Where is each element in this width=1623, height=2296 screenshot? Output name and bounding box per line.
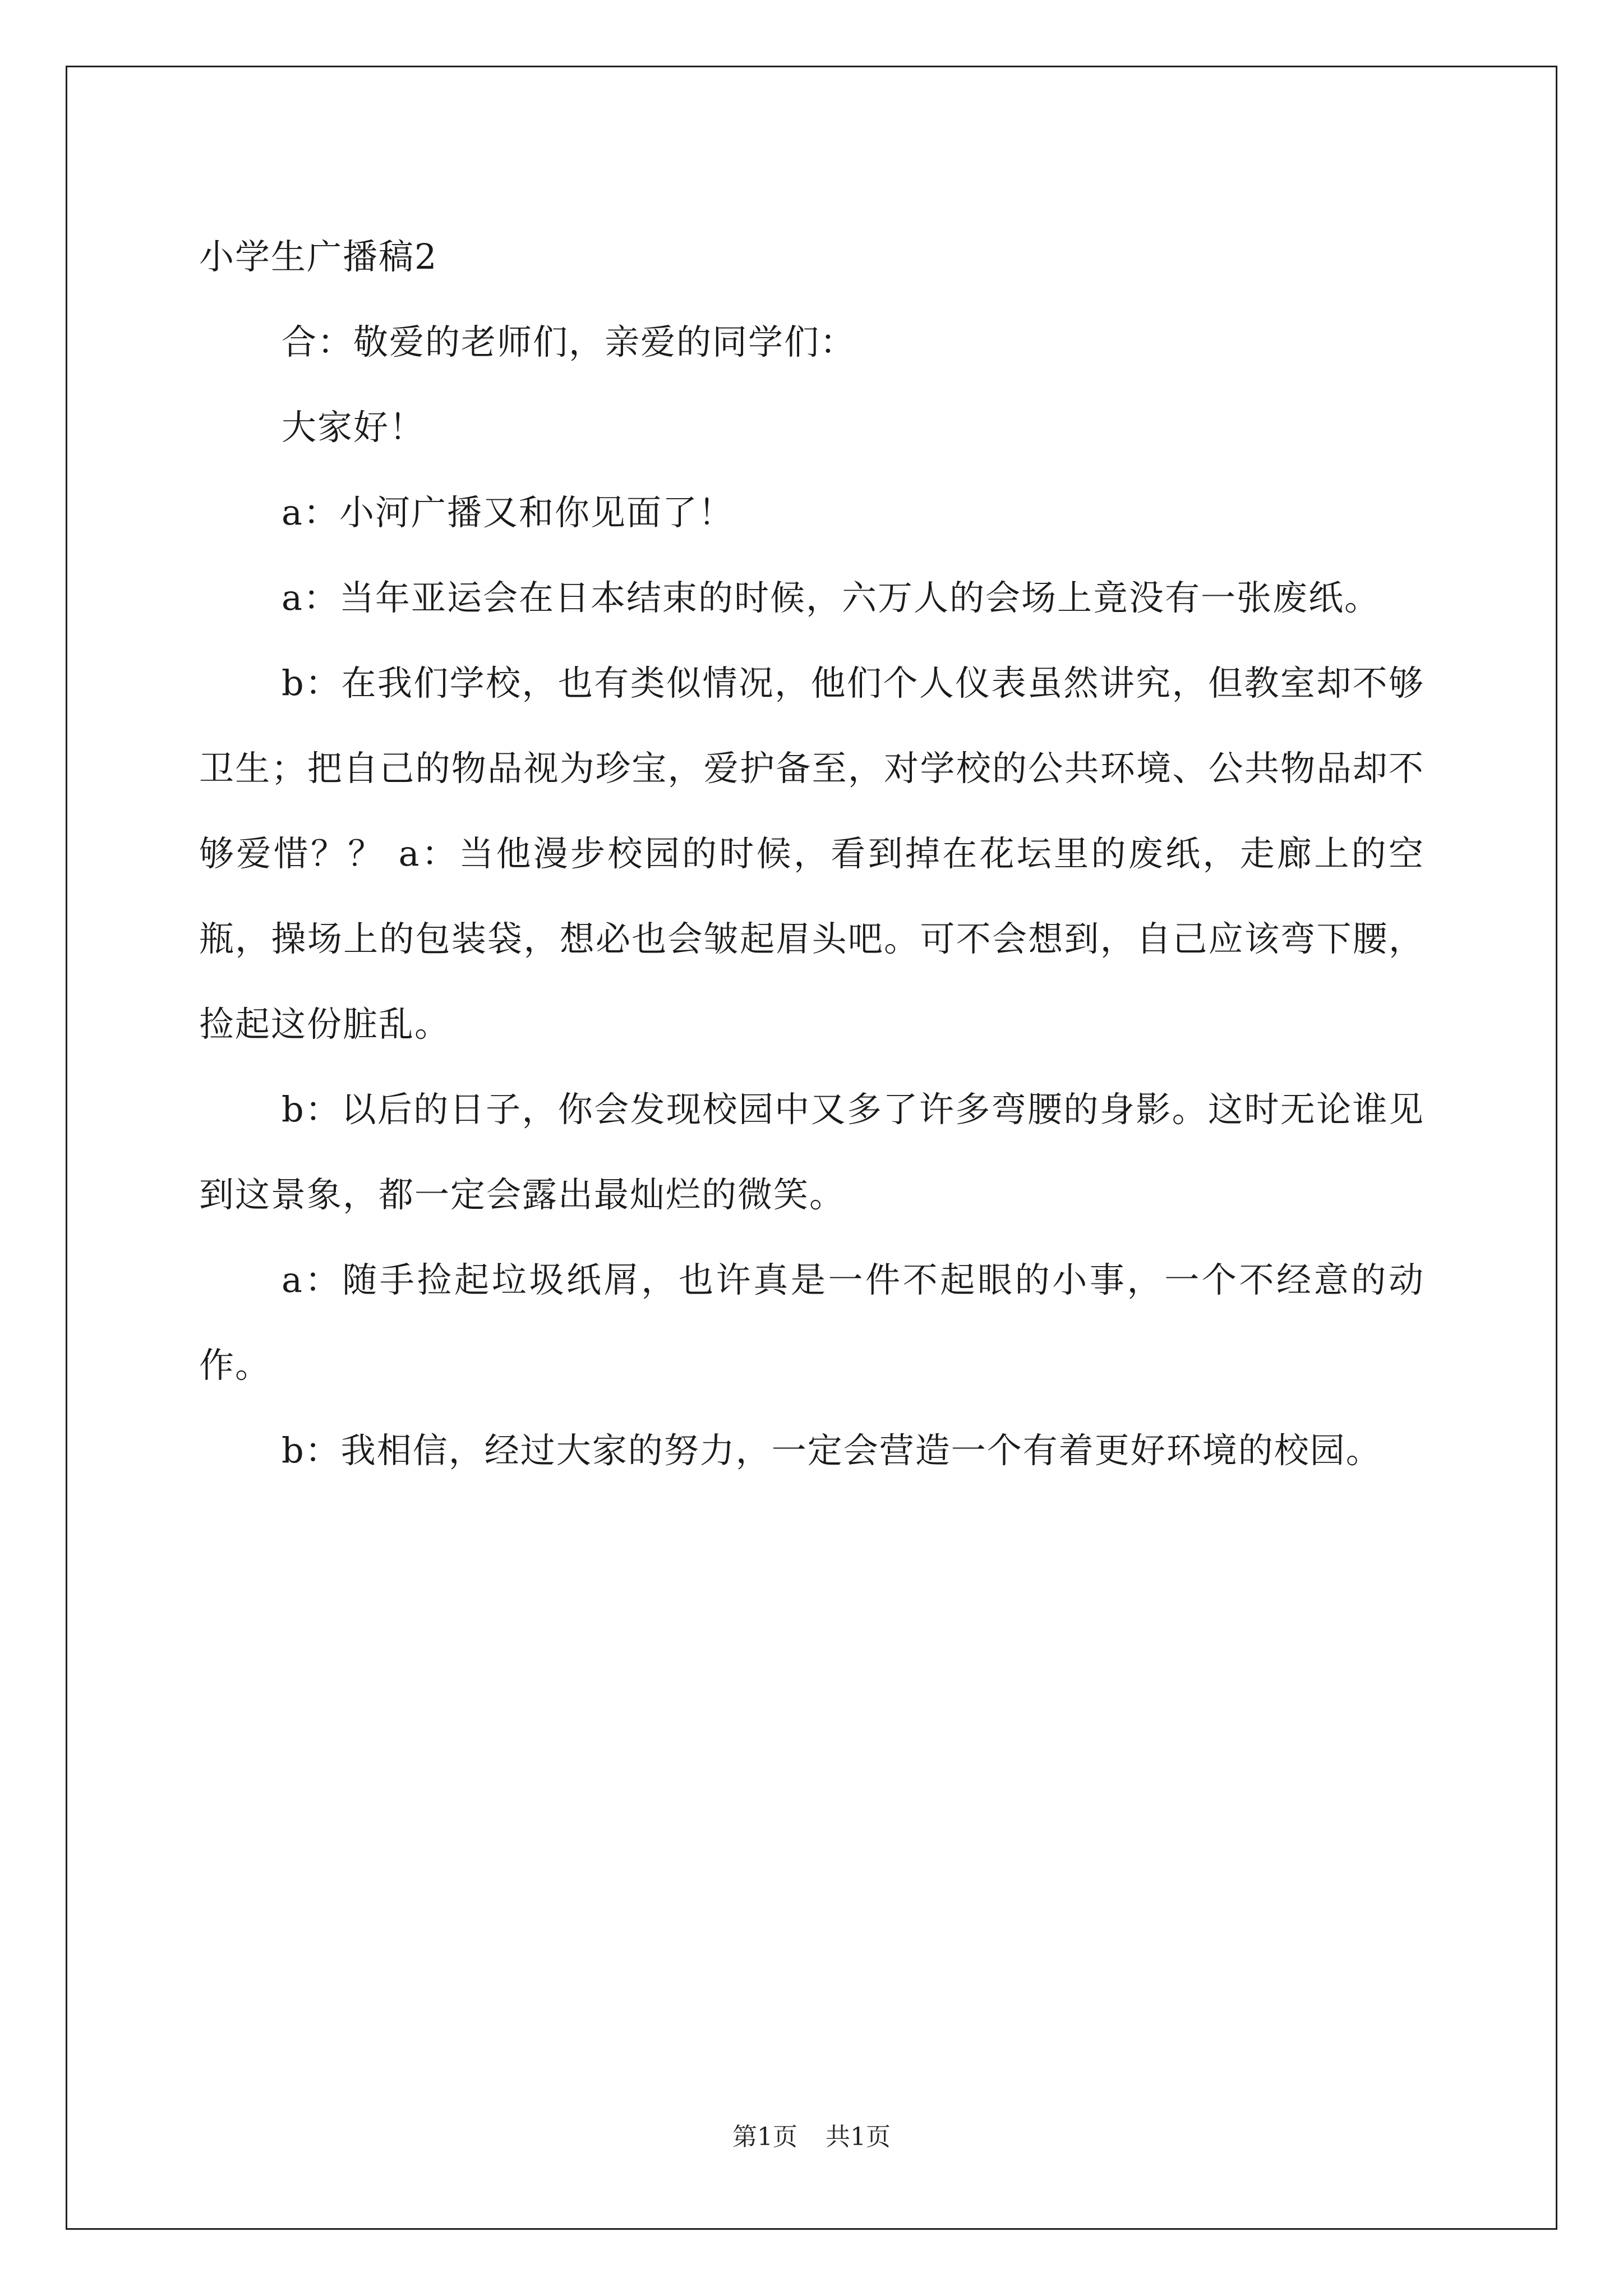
paragraph: a：随手捡起垃圾纸屑，也许真是一件不起眼的小事，一个不经意的动作。 xyxy=(199,1259,1424,1386)
paragraph: 合：敬爱的老师们，亲爱的同学们： xyxy=(282,321,856,362)
page-total: 共1页 xyxy=(826,2123,891,2151)
paragraph: a：小河广播又和你见面了！ xyxy=(282,492,734,533)
paragraph: 大家好！ xyxy=(282,407,426,448)
paragraph: b：在我们学校，也有类似情况，他们个人仪表虽然讲究，但教室却不够卫生；把自己的物品视为珍宝，爱护备至，对学校的公共环境、公共物品却不够爱惜？？ a：当他漫步校园的时候，看到掉在花坛里的废纸，走廊上的空瓶，操场上的包装袋，想必也会皱起眉头吧。可不会想到，自己应该弯下腰，捡起这份脏乱。 xyxy=(199,662,1424,1045)
document-body xyxy=(199,214,1424,1493)
paragraph: b：以后的日子，你会发现校园中又多了许多弯腰的身影。这时无论谁见到这景象，都一定会露出最灿烂的微笑。 xyxy=(199,1089,1424,1215)
page-footer xyxy=(0,2120,1623,2154)
page-number: 第1页 xyxy=(732,2123,797,2151)
paragraph: b：我相信，经过大家的努力，一定会营造一个有着更好环境的校园。 xyxy=(282,1430,1382,1471)
document-title: 小学生广播稿2 xyxy=(199,236,438,277)
paragraph: a：当年亚运会在日本结束的时候，六万人的会场上竟没有一张废纸。 xyxy=(282,577,1380,618)
